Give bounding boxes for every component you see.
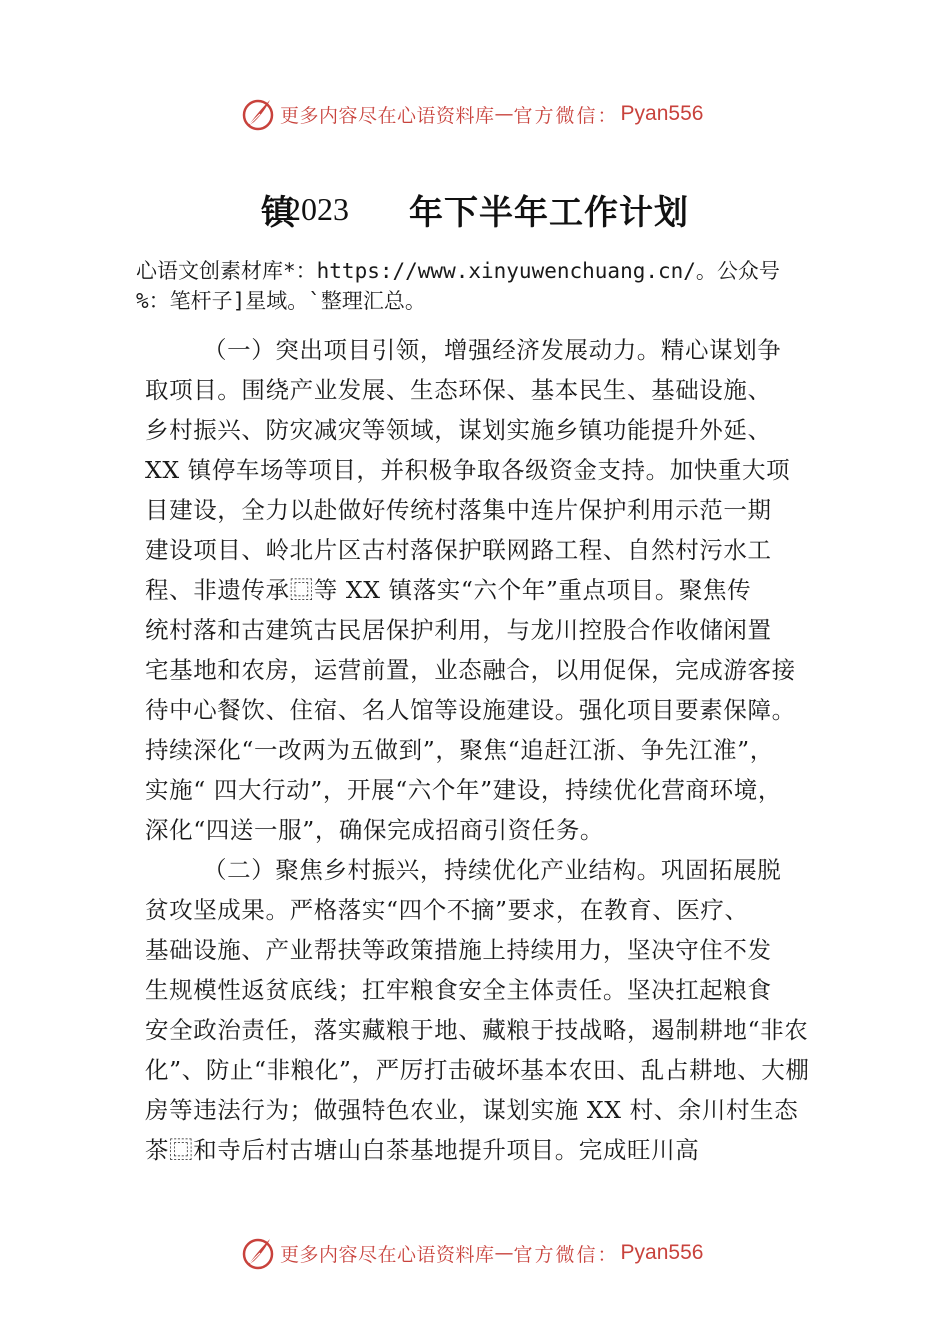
paragraph-1-line: 统村落和古建筑古民居保护利用，与龙川控股合作收储闲置 [145, 616, 772, 644]
banner-wechat-id: Pyan556 [620, 102, 704, 125]
quill-logo-icon [240, 96, 276, 132]
paragraph-1-line: 取项目。围绕产业发展、生态环保、基本民生、基础设施、 [145, 376, 772, 404]
paragraph-2-line: 安全政治责任，落实藏粮于地、藏粮于技战略，遏制耕地“非农 [145, 1016, 809, 1044]
banner-separator: — [494, 1242, 514, 1264]
paragraph-2-line: 茶⿴和寺后村古塘山白茶基地提升项目。完成旺川高 [145, 1136, 700, 1164]
source-note-line: %：笔杆子]星域。`整理汇总。 [136, 289, 426, 313]
banner-wechat-label: 官方微信： [513, 104, 619, 127]
paragraph-1-line: 宅基地和农房，运营前置，业态融合，以用促保，完成游客接 [145, 656, 796, 684]
source-note-line: 心语文创素材库*：https://www.xinyuwenchuang.cn/。公众号 [136, 259, 780, 283]
paragraph-2-line: 贫攻坚成果。严格落实“四个不摘”要求，在教育、医疗、 [145, 896, 749, 924]
paragraph-2-line: 化”、防止“非粮化”，严厉打击破坏基本农田、乱占耕地、大棚 [145, 1056, 810, 1084]
banner-wechat-label: 官方微信： [513, 1243, 619, 1266]
paragraph-1-line: XX 镇停车场等项目，并积极争取各级资金支持。加快重大项 [145, 456, 791, 484]
paragraph-1-line: （一）突出项目引领，增强经济发展动力。精心谋划争 [203, 336, 782, 364]
header-watermark-banner [240, 94, 703, 134]
title-part-town: 镇 [261, 192, 295, 233]
footer-watermark-banner [240, 1233, 703, 1273]
banner-separator: — [494, 103, 514, 125]
paragraph-1-line: 乡村振兴、防灾减灾等领域，谋划实施乡镇功能提升外延、 [145, 416, 772, 444]
document-body [145, 330, 835, 1170]
banner-text: 更多内容尽在心语资料库 [280, 104, 495, 127]
paragraph-1-line: 深化“四送一服”，确保完成招商引资任务。 [145, 816, 605, 844]
title-part-plan: 年下半年工作计划 [409, 192, 689, 233]
paragraph-2-line: （二）聚焦乡村振兴，持续优化产业结构。巩固拓展脱 [203, 856, 782, 884]
paragraph-1-line: 建设项目、岭北片区古村落保护联网路工程、自然村污水工 [145, 536, 772, 564]
banner-text: 更多内容尽在心语资料库 [280, 1243, 495, 1266]
paragraph-1-line: 待中心餐饮、住宿、名人馆等设施建设。强化项目要素保障。 [145, 696, 796, 724]
paragraph-1-line: 程、非遗传承⿴等 XX 镇落实“六个年”重点项目。聚焦传 [145, 576, 752, 604]
paragraph-1-line: 实施“ 四大行动”，开展“六个年”建设，持续优化营商环境， [145, 776, 782, 804]
paragraph-2-line: 房等违法行为；做强特色农业，谋划实施 XX 村、余川村生态 [145, 1096, 799, 1124]
paragraph-1-line: 目建设，全力以赴做好传统村落集中连片保护利用示范一期 [145, 496, 772, 524]
document-title [0, 184, 950, 234]
title-part-year: 2023 [285, 190, 349, 227]
quill-logo-icon [240, 1235, 276, 1271]
banner-wechat-id: Pyan556 [620, 1241, 704, 1264]
source-note [136, 256, 856, 316]
paragraph-2-line: 生规模性返贫底线；扛牢粮食安全主体责任。坚决扛起粮食 [145, 976, 772, 1004]
paragraph-1-line: 持续深化“一改两为五做到”，聚焦“追赶江浙、争先江淮”， [145, 736, 774, 764]
paragraph-2-line: 基础设施、产业帮扶等政策措施上持续用力，坚决守住不发 [145, 936, 772, 964]
